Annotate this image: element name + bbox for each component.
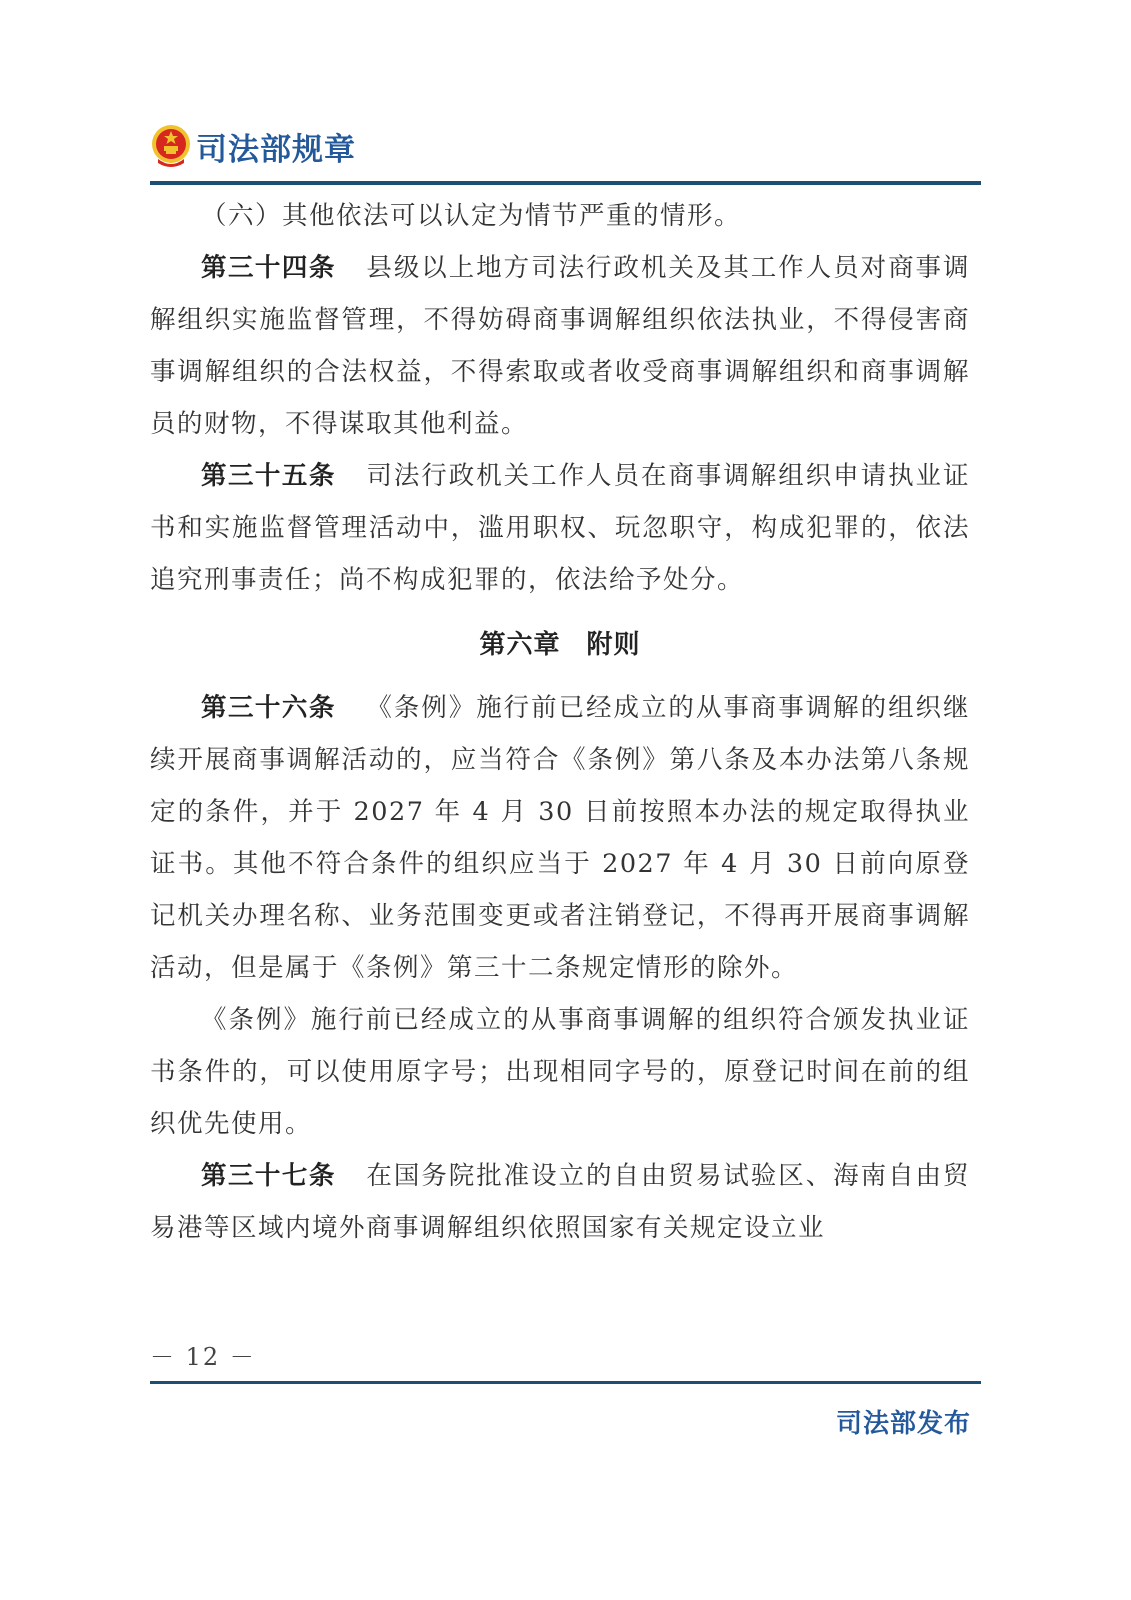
chapter-name: 附则 xyxy=(586,630,641,660)
page-number: － 12 － xyxy=(150,1343,256,1371)
article-36 xyxy=(150,682,970,994)
article-number: 第三十五条 xyxy=(201,461,336,491)
article-number: 第三十七条 xyxy=(201,1161,336,1191)
article-text: 《条例》施行前已经成立的从事商事调解的组织继续开展商事调解活动的，应当符合《条例》第八条及本办法第八条规定的条件，并于 2027 年 4 月 30 日前按照本办法的规定取得执业证书。其他不符合条件的组织应当于 2027 年 4 月 30 日前向原登记机关办理名称、业务范围变更或者注销登记，不得再开展商事调解活动，但是属于《条例》第三十二条规定情形的除外。 xyxy=(150,693,970,983)
article-text: 在国务院批准设立的自由贸易试验区、海南自由贸易港等区域内境外商事调解组织依照国家有关规定设立业 xyxy=(150,1161,970,1243)
header-rule xyxy=(150,181,981,185)
article-35 xyxy=(150,450,970,606)
article-34 xyxy=(150,242,970,450)
header-title: 司法部规章 xyxy=(196,131,356,168)
paragraph-text: （六）其他依法可以认定为情节严重的情形。 xyxy=(201,201,742,231)
page-header xyxy=(150,116,980,176)
national-emblem-icon xyxy=(150,123,192,169)
article-text: 县级以上地方司法行政机关及其工作人员对商事调解组织实施监督管理，不得妨碍商事调解组织依法执业，不得侵害商事调解组织的合法权益，不得索取或者收受商事调解组织和商事调解员的财物，不得谋取其他利益。 xyxy=(150,253,970,439)
chapter-number: 第六章 xyxy=(479,630,561,660)
document-body xyxy=(150,190,970,1254)
footer-publisher: 司法部发布 xyxy=(835,1409,971,1439)
footer-rule xyxy=(150,1381,981,1384)
paragraph-item-6 xyxy=(150,190,970,242)
article-37 xyxy=(150,1150,970,1254)
article-text: 司法行政机关工作人员在商事调解组织申请执业证书和实施监督管理活动中，滥用职权、玩忽职守，构成犯罪的，依法追究刑事责任；尚不构成犯罪的，依法给予处分。 xyxy=(150,461,970,595)
article-number: 第三十六条 xyxy=(201,693,336,723)
article-number: 第三十四条 xyxy=(201,253,336,283)
paragraph-text: 《条例》施行前已经成立的从事商事调解的组织符合颁发执业证书条件的，可以使用原字号；出现相同字号的，原登记时间在前的组织优先使用。 xyxy=(150,1005,970,1139)
article-36-paragraph-2 xyxy=(150,994,970,1150)
chapter-heading xyxy=(150,614,970,676)
